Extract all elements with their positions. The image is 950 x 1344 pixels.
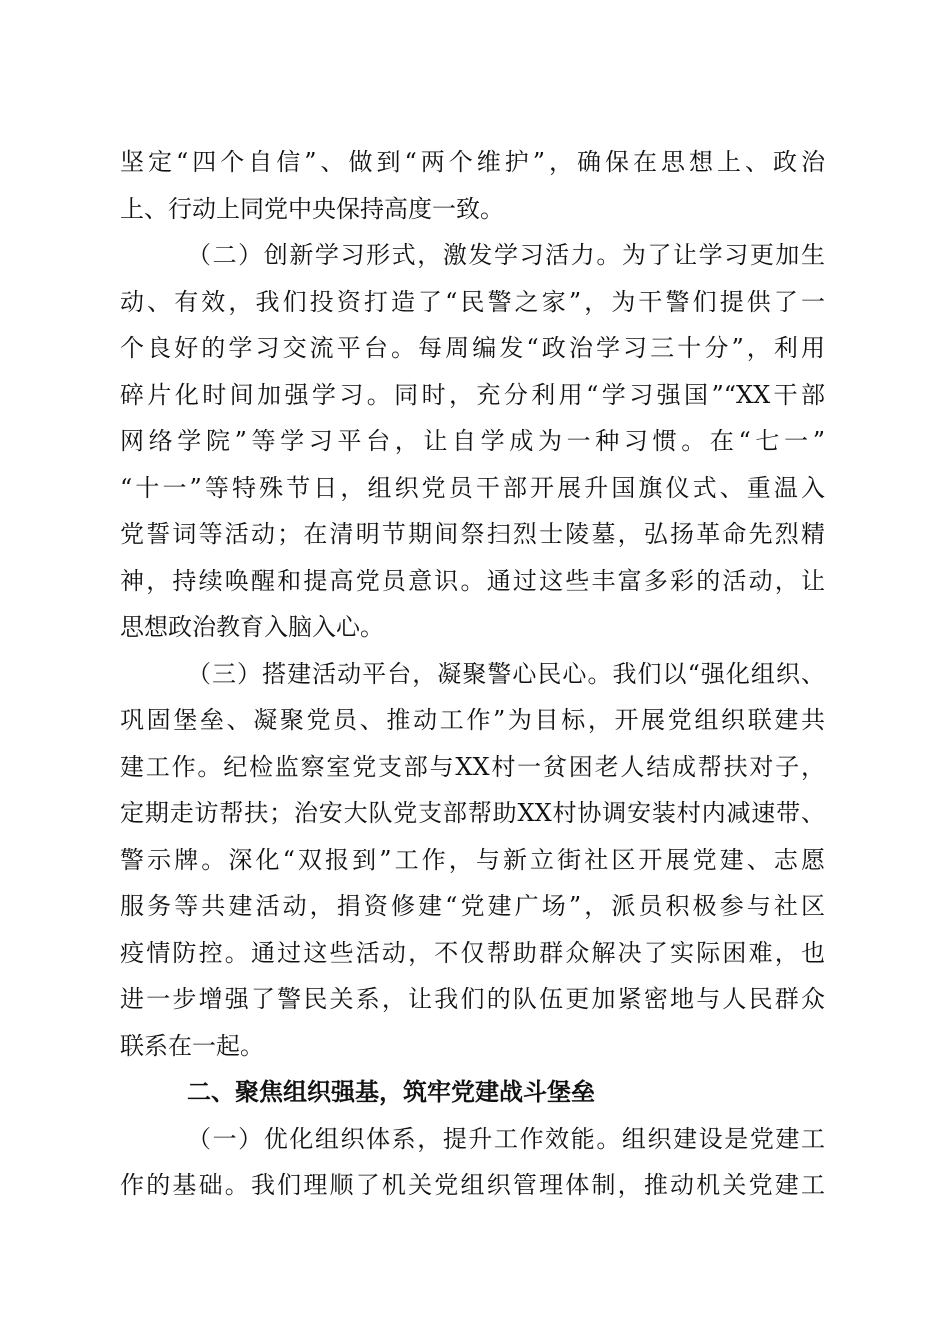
- paragraph: [120, 651, 825, 1070]
- paragraph: [120, 139, 825, 232]
- paragraph: [120, 1116, 825, 1209]
- text-line: 网络学院”等学习平台，让自学成为一种习惯。在“七一”: [120, 427, 825, 455]
- text-line: （二）创新学习形式，激发学习活力。为了让学习更加生: [187, 241, 825, 269]
- text-line: （一）优化组织体系，提升工作效能。组织建设是党建工: [187, 1124, 825, 1153]
- text-line: “十一”等特殊节日，组织党员干部开展升国旗仪式、重温入: [120, 473, 825, 502]
- text-line: 巩固堡垒、凝聚党员、推动工作”为目标，开展党组织联建共: [120, 706, 825, 734]
- text-line: 思想政治教育入脑入心。: [120, 613, 384, 641]
- text-line: 疫情防控。通过这些活动，不仅帮助群众解决了实际困难，也: [120, 938, 825, 967]
- text-line: 坚定“四个自信”、做到“两个维护”，确保在思想上、政治: [120, 148, 825, 176]
- text-line: 定期走访帮扶；治安大队党支部帮助XX村协调安装村内减速带、: [120, 799, 825, 827]
- text-line: 党誓词等活动；在清明节期间祭扫烈士陵墓，弘扬革命先烈精: [120, 520, 825, 548]
- text-line: 进一步增强了警民关系，让我们的队伍更加紧密地与人民群众: [120, 985, 825, 1013]
- text-line: 警示牌。深化“双报到”工作，与新立街社区开展党建、志愿: [120, 845, 825, 874]
- text-line: 联系在一起。: [120, 1031, 264, 1060]
- document-page: [120, 139, 825, 1209]
- text-line: 碎片化时间加强学习。同时，充分利用“学习强国”“XX干部: [120, 380, 825, 409]
- text-line: （三）搭建活动平台，凝聚警心民心。我们以“强化组织、: [187, 659, 825, 688]
- text-line: 建工作。纪检监察室党支部与XX村一贫困老人结成帮扶对子，: [120, 752, 825, 781]
- text-line: 神，持续唤醒和提高党员意识。通过这些丰富多彩的活动，让: [120, 566, 825, 595]
- text-line: 二、聚焦组织强基，筑牢党建战斗堡垒: [187, 1078, 595, 1106]
- paragraph: [120, 232, 825, 651]
- text-line: 上、行动上同党中央保持高度一致。: [120, 194, 504, 223]
- text-line: 个良好的学习交流平台。每周编发“政治学习三十分”，利用: [120, 334, 825, 362]
- text-line: 服务等共建活动，捐资修建“党建广场”，派员积极参与社区: [120, 892, 825, 920]
- text-line: 作的基础。我们理顺了机关党组织管理体制，推动机关党建工: [120, 1171, 825, 1199]
- section-heading: [120, 1069, 825, 1116]
- text-line: 动、有效，我们投资打造了“民警之家”，为干警们提供了一: [120, 287, 825, 316]
